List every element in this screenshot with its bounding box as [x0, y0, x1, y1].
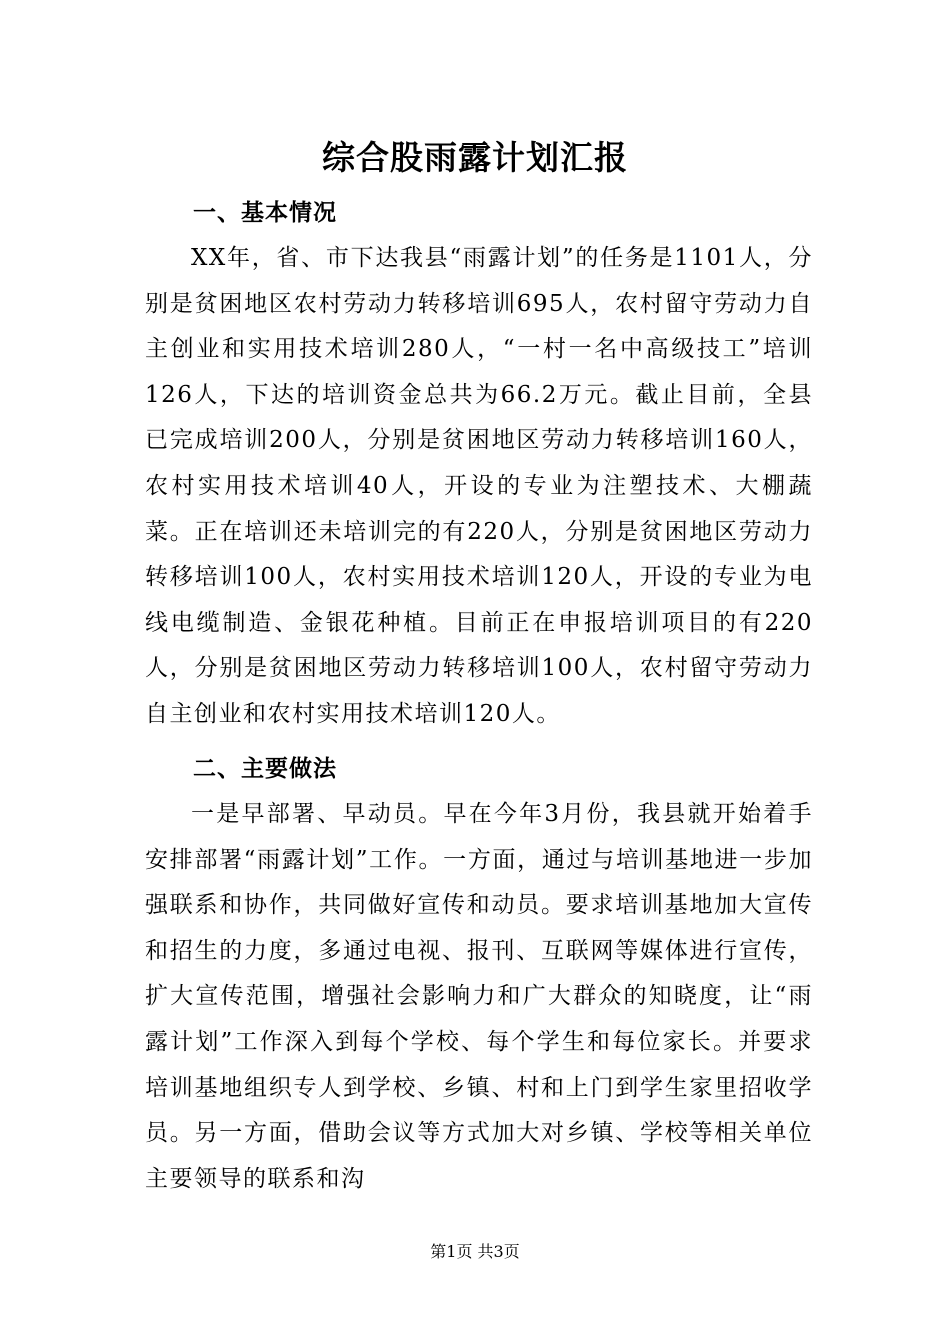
page-footer: 第1页 共3页: [430, 1242, 520, 1261]
section-heading-basic-situation: 一、基本情况: [193, 199, 337, 226]
section-paragraph-main-practices: [145, 792, 813, 1202]
section-heading-main-practices: 二、主要做法: [193, 755, 337, 782]
paragraph-text: 一是早部署、早动员。早在今年3月份，我县就开始着手安排部署“雨露计划”工作。一方面，通过与培训基地进一步加强联系和协作，共同做好宣传和动员。要求培训基地加大宣传和招生的力度，多通过电视、报刊、互联网等媒体进行宣传，扩大宣传范围，增强社会影响力和广大群众的知晓度，让“雨露计划”工作深入到每个学校、每个学生和每位家长。并要求培训基地组织专人到学校、乡镇、村和上门到学生家里招收学员。另一方面，借助会议等方式加大对乡镇、学校等相关单位主要领导的联系和沟: [145, 801, 813, 1192]
document-title: 综合股雨露计划汇报: [322, 138, 628, 177]
paragraph-text: XX年，省、市下达我县“雨露计划”的任务是1101人，分别是贫困地区农村劳动力转移培训695人，农村留守劳动力自主创业和实用技术培训280人，“一村一名中高级技工”培训126人，下达的培训资金总共为66.2万元。截止目前，全县已完成培训200人，分别是贫困地区劳动力转移培训160人，农村实用技术培训40人，开设的专业为注塑技术、大棚蔬菜。正在培训还未培训完的有220人，分别是贫困地区劳动力转移培训100人，农村实用技术培训120人，开设的专业为电线电缆制造、金银花种植。目前正在申报培训项目的有220人，分别是贫困地区劳动力转移培训100人，农村留守劳动力自主创业和农村实用技术培训120人。: [145, 245, 813, 727]
section-paragraph-basic-situation: [145, 236, 813, 738]
